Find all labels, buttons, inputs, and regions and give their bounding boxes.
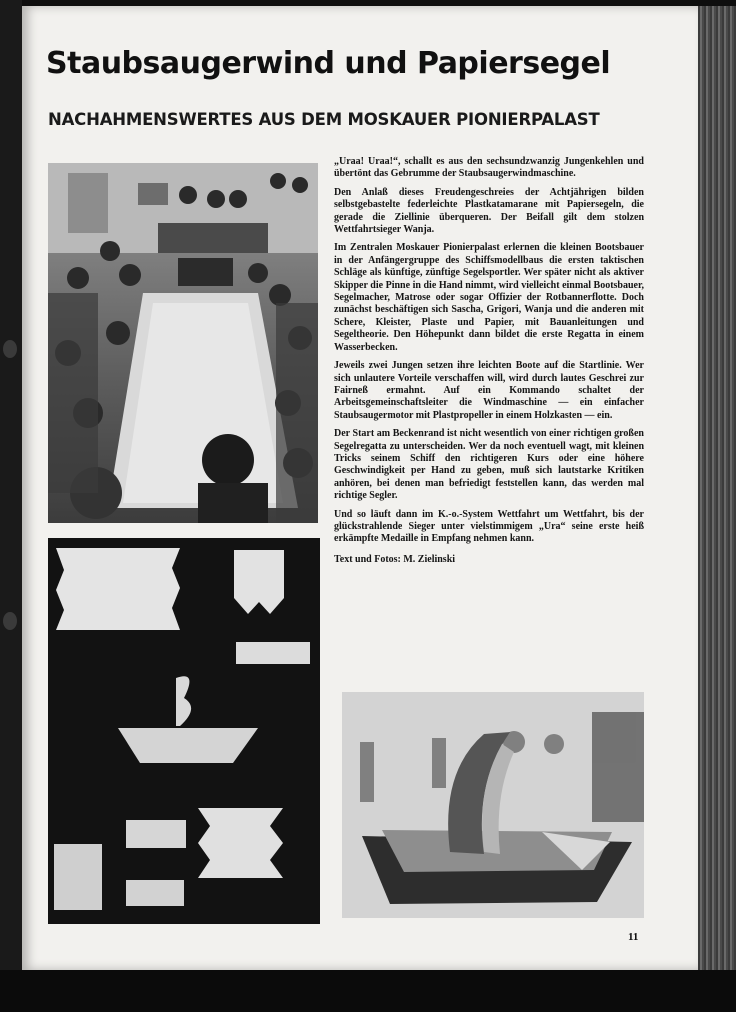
- article-paragraph: Jeweils zwei Jungen setzen ihre leichten Boote auf die Startlinie. Wer sich unlautere Vorteile verschaffen will, wird durch lautes Geschrei zur Fairneß ermahnt. Auf ein Kommando schaltet der Arbeitsgemeinschaftsleiter die Windmaschine — ein einfacher Staubsaugermotor mit Plastpropeller in einem Holzkasten — ein.: [334, 360, 644, 421]
- binder-strip: [0, 0, 22, 970]
- punch-hole: [3, 340, 17, 358]
- article-paragraph: „Uraa! Uraa!“, schallt es aus den sechsundzwanzig Jungenkehlen und übertönt das Gebrumme der Staubsaugerwindmaschine.: [334, 156, 644, 180]
- headline: Staubsaugerwind und Papiersegel: [46, 46, 611, 81]
- page-number: 11: [628, 931, 639, 943]
- magazine-page: [22, 6, 698, 970]
- article-paragraph: Im Zentralen Moskauer Pionierpalast erlernen die kleinen Bootsbauer in der Anfängergruppe des Schiffsmodellbaus die ersten taktischen Schläge als künftige, zünftige Segelsportler. Wer später nicht als aktiver Skipper die Pinne in die Hand nimmt, wird vielleicht einmal Bootsbauer, Segelmacher, Matrose oder sogar Offizier der Rotbannerflotte. Doch zunächst beschäftigen sich Sascha, Grigori, Wanja und die anderen mit Schere, Kleister, Plaste und Papier, mit Bauanleitungen und Segeltheorie. Den Höhepunkt dann bildet die erste Regatta in einem Wasserbecken.: [334, 242, 644, 353]
- article-paragraph: Der Start am Beckenrand ist nicht wesentlich von einer richtigen großen Segelregatta zu unterscheiden. Wer da noch eventuell wagt, mit kleinen Tricks seinem Schiff den richtigeren Kurs oder eine höhere Geschwindigkeit per Hand zu geben, muß sich lautstarke Kritiken anhören, bei denen man befriedigt feststellen kann, das werden mal richtige Segler.: [334, 428, 644, 502]
- page-stack-edge: [698, 6, 736, 970]
- photo-boat-templates: [48, 538, 320, 924]
- article-paragraph: Den Anlaß dieses Freudengeschreies der Achtjährigen bilden selbstgebastelte federleichte Plastkatamarane mit Papiersegeln, die gerade die Ziellinie überqueren. Der Beifall gilt dem stolzen Wettfahrtsieger Wanja.: [334, 186, 644, 236]
- photo-paper-sail-boat: [342, 692, 644, 918]
- photo-credit: Text und Fotos: M. Zielinski: [334, 553, 456, 565]
- subheadline: NACHAHMENSWERTES AUS DEM MOSKAUER PIONIERPALAST: [48, 110, 600, 129]
- scan-bottom-band: [0, 970, 736, 1012]
- article-body: [334, 156, 644, 572]
- photo-children-regatta: [48, 163, 318, 523]
- punch-hole: [3, 612, 17, 630]
- article-paragraph: Und so läuft dann im K.-o.-System Wettfahrt um Wettfahrt, bis der glückstrahlende Sieger unter vielstimmigem „Ura“ seine erste heiß erkämpfte Medaille in Empfang nehmen kann.: [334, 508, 644, 545]
